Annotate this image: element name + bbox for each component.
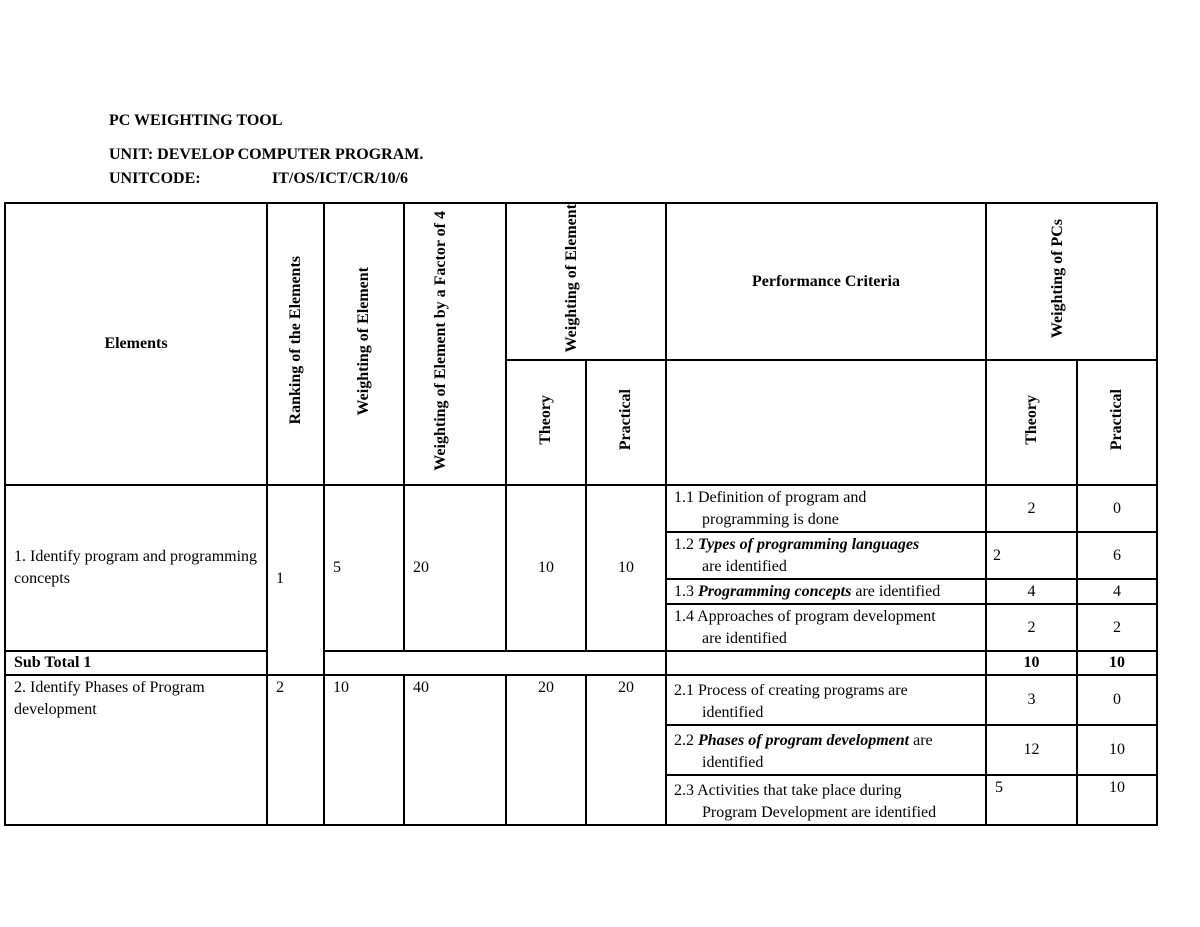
- table-row: [5, 675, 1157, 725]
- col-element-theory: Theory: [506, 360, 586, 485]
- pc-1-4-theory: 2: [986, 604, 1077, 651]
- pc-2-2: 2.2 Phases of program development are identified: [666, 725, 986, 775]
- pc-1-2-theory: 2: [986, 532, 1077, 579]
- subtotal-row: [5, 651, 1157, 675]
- element-1-weighting: 5: [324, 485, 404, 651]
- pc-2-1-practical: 0: [1077, 675, 1157, 725]
- pc-2-3: 2.3 Activities that take place during Program Development are identified: [666, 775, 986, 825]
- pc-weighting-table: [4, 202, 1158, 826]
- pc-1-1: 1.1 Definition of program and programming is done: [666, 485, 986, 532]
- unit-code-label: UNITCODE:: [109, 170, 201, 187]
- element-2-factor4: 40: [404, 675, 506, 825]
- col-weighting-pcs: Weighting of PCs: [986, 203, 1157, 360]
- pc-1-4: 1.4 Approaches of program development are identified: [666, 604, 986, 651]
- subtotal-1-label: Sub Total 1: [5, 651, 267, 675]
- pc-1-3-practical: 4: [1077, 579, 1157, 604]
- pc-1-3-theory: 4: [986, 579, 1077, 604]
- pc-1-4-practical: 2: [1077, 604, 1157, 651]
- col-weighting-of-element: Weighting of Element: [506, 203, 666, 360]
- unit-title: UNIT: DEVELOP COMPUTER PROGRAM.: [109, 146, 424, 163]
- document-title: PC WEIGHTING TOOL: [109, 112, 283, 129]
- element-1-theory: 10: [506, 485, 586, 651]
- pc-2-2-practical: 10: [1077, 725, 1157, 775]
- pc-1-2-practical: 6: [1077, 532, 1157, 579]
- col-performance-criteria: Performance Criteria: [666, 203, 986, 360]
- subtotal-1-practical: 10: [1077, 651, 1157, 675]
- pc-1-1-theory: 2: [986, 485, 1077, 532]
- col-ranking: Ranking of the Elements: [267, 203, 324, 485]
- col-pc-blank: [666, 360, 986, 485]
- element-2-practical: 20: [586, 675, 666, 825]
- element-2-weighting: 10: [324, 675, 404, 825]
- pc-2-2-theory: 12: [986, 725, 1077, 775]
- table-row: [5, 485, 1157, 532]
- element-1-factor4: 20: [404, 485, 506, 651]
- col-pc-practical: Practical: [1077, 360, 1157, 485]
- pc-1-2: 1.2 Types of programming languages are identified: [666, 532, 986, 579]
- pc-2-1-theory: 3: [986, 675, 1077, 725]
- col-pc-theory: Theory: [986, 360, 1077, 485]
- element-2-theory: 20: [506, 675, 586, 825]
- unit-code: [109, 170, 409, 188]
- col-element-practical: Practical: [586, 360, 666, 485]
- element-1-ranking: 1: [267, 485, 324, 675]
- element-1-practical: 10: [586, 485, 666, 651]
- element-1-name: 1. Identify program and programming concepts: [5, 485, 267, 651]
- col-weighting-element: Weighting of Element: [324, 203, 404, 485]
- col-elements: Elements: [5, 203, 267, 485]
- pc-2-1: 2.1 Process of creating programs are identified: [666, 675, 986, 725]
- subtotal-1-theory: 10: [986, 651, 1077, 675]
- unit-code-value: IT/OS/ICT/CR/10/6: [272, 170, 409, 187]
- pc-1-1-practical: 0: [1077, 485, 1157, 532]
- col-weighting-factor: Weighting of Element by a Factor of 4: [404, 203, 506, 485]
- subtotal-1-pc-blank: [666, 651, 986, 675]
- pc-2-3-theory: 5: [986, 775, 1077, 825]
- element-2-name: 2. Identify Phases of Program development: [5, 675, 267, 825]
- subtotal-1-blank: [324, 651, 666, 675]
- pc-2-3-practical: 10: [1077, 775, 1157, 825]
- element-2-ranking: 2: [267, 675, 324, 825]
- pc-1-3: 1.3 Programming concepts are identified: [666, 579, 986, 604]
